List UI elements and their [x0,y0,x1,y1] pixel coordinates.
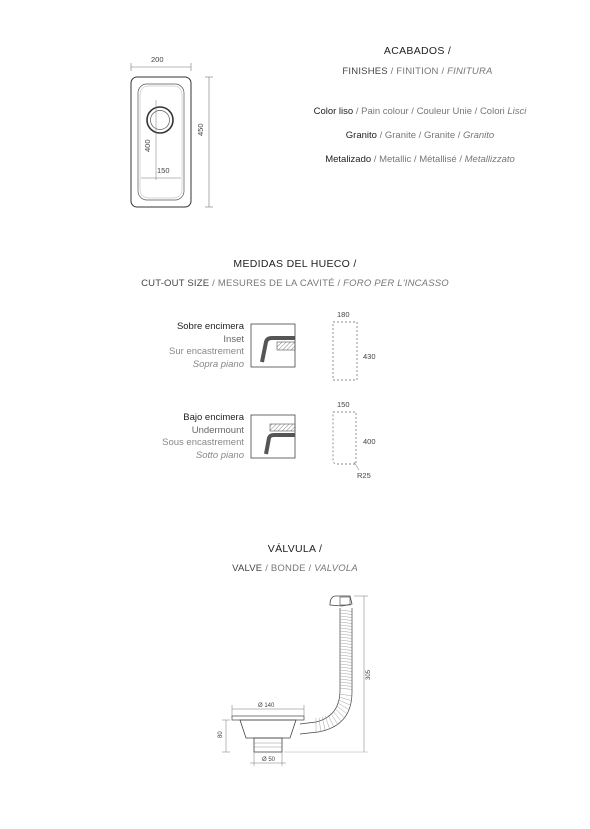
hose-rib [340,619,352,621]
inset-es: Sobre encimera [176,321,244,332]
valve-dim-total: 305 [366,669,372,680]
inset-it: Sopra piano [192,358,244,370]
finishes-subtitle-sep1: / [387,66,397,77]
hose-rib [319,718,321,732]
hose-rib [340,637,352,639]
sink-inner-length-label: 400 [143,139,152,152]
sink-length-label: 450 [196,123,205,136]
hose-rib [338,703,349,710]
undermount-height-label: 400 [363,437,376,446]
hose-rib [340,649,352,651]
cutout-subtitle-fr: MESURES DE LA CAVITÉ [217,278,335,289]
undermount-radius-label: R25 [357,471,371,480]
hose-rib [333,711,341,721]
valve-subtitle-en: VALVE [232,563,263,574]
undermount-es: Bajo encimera [183,412,244,423]
hose-rib [340,634,352,636]
hose-rib [340,676,352,678]
sep: / [456,154,465,165]
finish-fr: Métallisé [419,154,457,165]
hose-rib [340,697,352,701]
valve-dim-bottom: Ø 50 [262,757,276,763]
finish-es: Granito [345,130,377,141]
finish-fr: Couleur Unie [416,106,473,117]
valve-dim-height: 80 [218,731,224,738]
hose-rib [340,655,352,657]
hose-rib [340,640,352,642]
cutout-subtitle-en: CUT-OUT SIZE [141,278,210,289]
hose-rib [340,664,352,666]
sep: / [408,106,417,117]
hose-rib [325,716,330,729]
hose-rib [340,688,352,690]
undermount-en: Undermount [191,424,244,436]
finish-it-b: Metallizzato [464,154,515,165]
inset-fr: Sur encastrement [169,346,244,357]
hose-rib [340,685,352,687]
hose-rib [340,673,352,675]
sep: / [376,130,385,141]
sep: / [371,154,380,165]
finish-it-a: Colori [479,106,508,117]
inset-en: Inset [223,333,244,345]
undermount-width-label: 150 [337,400,350,409]
hose-rib [340,628,352,630]
sep: / [416,130,424,141]
hose-rib [340,625,352,627]
hose-rib [340,610,352,612]
hose-rib [340,670,352,672]
finish-en: Granite [384,130,417,141]
valve-subtitle-it: VALVOLA [314,563,358,574]
sep: / [411,154,420,165]
cutout-subtitle-sep1: / [209,278,218,289]
hose-rib [340,679,352,681]
valve-subtitle-sep1: / [262,563,271,574]
hose-rib [340,613,352,615]
hose-rib [340,646,352,648]
cutout-subtitle-it: FORO PER L'INCASSO [343,278,449,289]
sep: / [472,106,480,117]
hose-rib [337,706,347,714]
finishes-subtitle-sep2: / [438,66,448,77]
finish-es: Color liso [313,106,354,117]
hose-rib [340,643,352,645]
undermount-it: Sotto piano [195,449,244,461]
hose-rib [340,661,352,663]
valve-subtitle-fr: BONDE [270,563,306,574]
finish-it-b: Granito [463,130,495,141]
sep: / [353,106,362,117]
sink-width-label: 200 [151,55,164,64]
hose-rib [340,658,352,660]
hose-rib [340,622,352,624]
valve-title: VÁLVULA / [267,543,323,555]
inset-width-label: 180 [337,310,350,319]
finish-fr: Granite [423,130,456,141]
hose-rib [340,682,352,684]
sink-inner-width-label: 150 [157,166,170,175]
valve-subtitle-sep2: / [305,563,315,574]
finish-it-b: Lisci [507,106,527,117]
finishes-subtitle-it: FINITURA [447,66,493,77]
sep: / [455,130,464,141]
finishes-subtitle-fr: FINITION [396,66,439,77]
hose-rib [335,709,345,718]
undermount-fr: Sous encastrement [162,437,244,448]
valve-dim-top: Ø 140 [258,703,275,709]
finish-es: Metalizado [325,154,372,165]
hose-rib [340,667,352,669]
finishes-title: ACABADOS / [383,45,452,57]
finishes-subtitle-en: FINISHES [342,66,388,77]
hose-rib [340,616,352,618]
inset-height-label: 430 [363,352,376,361]
cutout-subtitle-sep2: / [334,278,344,289]
cutout-title: MEDIDAS DEL HUECO / [233,258,357,270]
hose-rib [340,694,352,696]
finish-en: Metallic [379,154,412,165]
hose-rib [340,631,352,633]
hose-rib [340,652,352,654]
hose-rib [339,700,351,705]
finish-en: Pain colour [361,106,409,117]
